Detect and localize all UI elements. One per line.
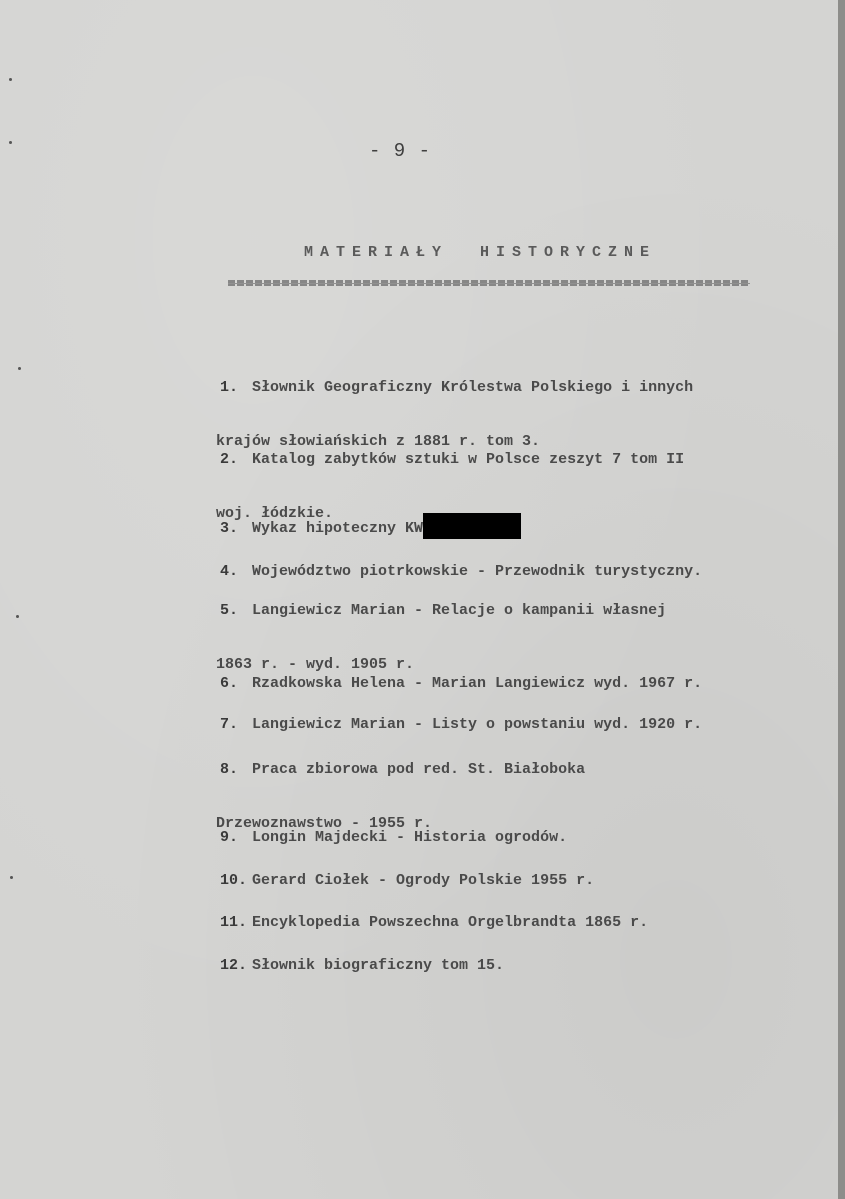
item-text: Encyklopedia Powszechna Orgelbrandta 1865 r.: [252, 914, 649, 931]
punch-mark: [9, 78, 12, 81]
page-edge: [838, 0, 845, 1199]
title-underline: [228, 280, 750, 286]
item-number: 11.: [220, 914, 248, 931]
punch-mark: [10, 876, 13, 879]
item-text: Słownik Geograficzny Królestwa Polskiego i innych: [252, 379, 694, 396]
punch-mark: [9, 141, 12, 144]
item-text-continued: Drzewoznawstwo - 1955 r.: [216, 815, 433, 832]
item-text: Rzadkowska Helena - Marian Langiewicz wyd. 1967 r.: [252, 675, 703, 692]
punch-mark: [16, 615, 19, 618]
item-text-continued: krajów słowiańskich z 1881 r. tom 3.: [216, 433, 541, 450]
item-number: 12.: [220, 957, 248, 974]
item-text: Longin Majdecki - Historia ogrodów.: [252, 829, 568, 846]
item-text: Województwo piotrkowskie - Przewodnik turystyczny.: [252, 563, 703, 580]
item-text: Katalog zabytków sztuki w Polsce zeszyt 7 tom II: [252, 451, 685, 468]
item-text: Praca zbiorowa pod red. St. Białoboka: [252, 761, 586, 778]
item-number: 7.: [220, 716, 239, 733]
item-number: 6.: [220, 675, 239, 692]
item-number: 9.: [220, 829, 239, 846]
punch-mark: [18, 367, 21, 370]
item-number: 2.: [220, 451, 239, 468]
item-text-continued: woj. łódzkie.: [216, 505, 334, 522]
item-text: Langiewicz Marian - Listy o powstaniu wyd. 1920 r.: [252, 716, 703, 733]
item-text: Wykaz hipoteczny KW: [252, 520, 424, 537]
item-text: Langiewicz Marian - Relacje o kampanii własnej: [252, 602, 667, 619]
item-text-continued: 1863 r. - wyd. 1905 r.: [216, 656, 415, 673]
item-number: 5.: [220, 602, 239, 619]
item-number: 8.: [220, 761, 239, 778]
page-title: MATERIAŁY HISTORYCZNE: [303, 244, 657, 261]
page-number: - 9 -: [368, 140, 431, 162]
item-number: 10.: [220, 872, 248, 889]
item-text: Gerard Ciołek - Ogrody Polskie 1955 r.: [252, 872, 595, 889]
list-item: [184, 925, 764, 1006]
item-number: 4.: [220, 563, 239, 580]
item-number: 3.: [220, 520, 239, 537]
item-text: Słownik biograficzny tom 15.: [252, 957, 505, 974]
item-number: 1.: [220, 379, 239, 396]
